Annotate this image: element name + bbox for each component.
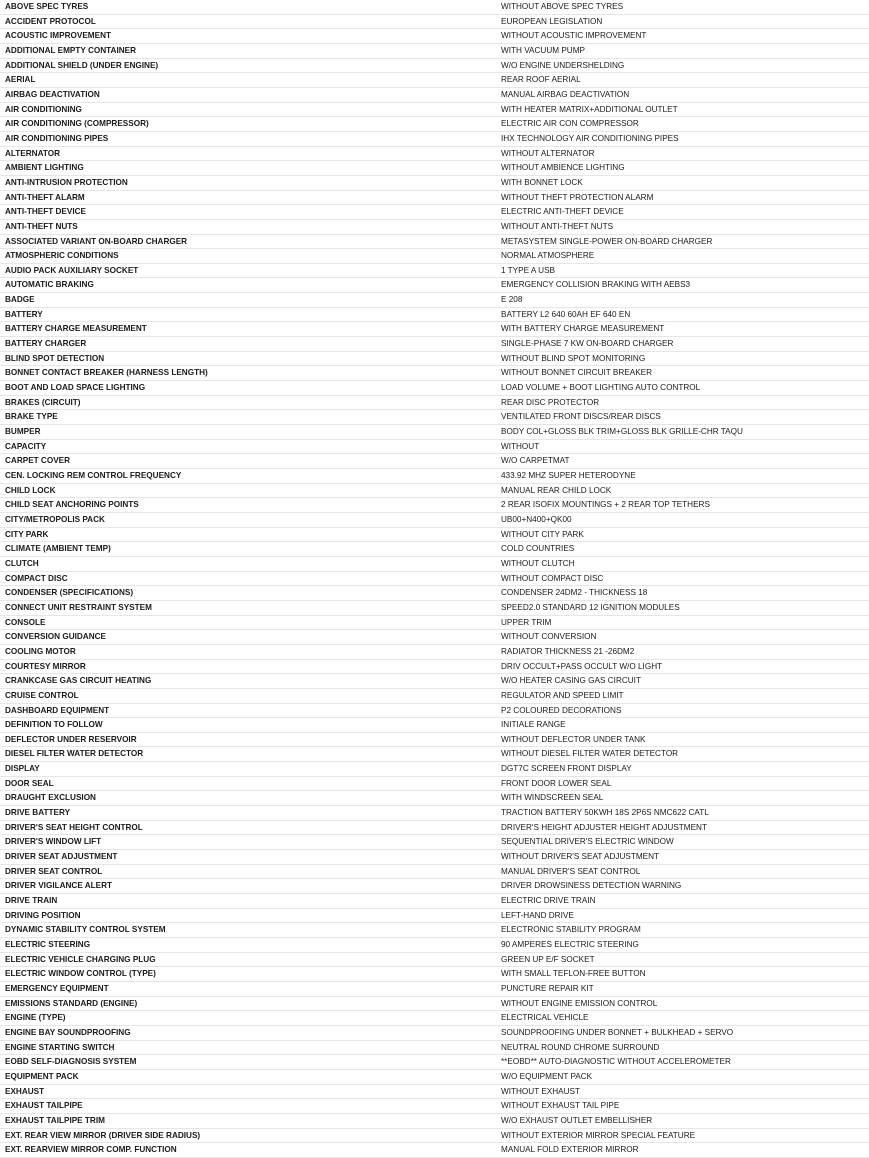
spec-value: LOAD VOLUME + BOOT LIGHTING AUTO CONTROL [497, 381, 869, 396]
table-row [0, 835, 869, 850]
spec-value: WITHOUT ACOUSTIC IMPROVEMENT [497, 29, 869, 44]
table-row [0, 425, 869, 440]
table-row [0, 1099, 869, 1114]
table-row [0, 249, 869, 264]
spec-value: GREEN UP E/F SOCKET [497, 952, 869, 967]
table-row [0, 366, 869, 381]
table-row [0, 630, 869, 645]
spec-value: W/O HEATER CASING GAS CIRCUIT [497, 674, 869, 689]
table-row [0, 483, 869, 498]
table-row [0, 1055, 869, 1070]
spec-value: WITH SMALL TEFLON-FREE BUTTON [497, 967, 869, 982]
table-row [0, 512, 869, 527]
spec-label: BATTERY CHARGE MEASUREMENT [0, 322, 497, 337]
table-row [0, 161, 869, 176]
table-row [0, 952, 869, 967]
table-row [0, 43, 869, 58]
table-row [0, 1011, 869, 1026]
spec-label: DRAUGHT EXCLUSION [0, 791, 497, 806]
table-row [0, 263, 869, 278]
spec-label: CONNECT UNIT RESTRAINT SYSTEM [0, 600, 497, 615]
spec-value: SINGLE-PHASE 7 KW ON-BOARD CHARGER [497, 337, 869, 352]
table-row [0, 981, 869, 996]
spec-value: BODY COL+GLOSS BLK TRIM+GLOSS BLK GRILLE-CHR TAQU [497, 425, 869, 440]
spec-value: MANUAL REAR CHILD LOCK [497, 483, 869, 498]
spec-label: CITY/METROPOLIS PACK [0, 512, 497, 527]
spec-label: CLUTCH [0, 556, 497, 571]
spec-value: COLD COUNTRIES [497, 542, 869, 557]
table-row [0, 205, 869, 220]
spec-label: BRAKES (CIRCUIT) [0, 395, 497, 410]
spec-value: UPPER TRIM [497, 615, 869, 630]
table-row [0, 791, 869, 806]
spec-value: WITHOUT ENGINE EMISSION CONTROL [497, 996, 869, 1011]
spec-value: WITHOUT ANTI-THEFT NUTS [497, 219, 869, 234]
table-row [0, 864, 869, 879]
spec-label: AIRBAG DEACTIVATION [0, 87, 497, 102]
spec-value: ELECTRICAL VEHICLE [497, 1011, 869, 1026]
spec-value: BATTERY L2 640 60AH EF 640 EN [497, 307, 869, 322]
table-row [0, 454, 869, 469]
spec-label: ACCIDENT PROTOCOL [0, 14, 497, 29]
table-row [0, 1025, 869, 1040]
table-row [0, 747, 869, 762]
spec-label: AUTOMATIC BRAKING [0, 278, 497, 293]
table-row [0, 0, 869, 14]
spec-value: TRACTION BATTERY 50KWH 18S 2P6S NMC622 CATL [497, 806, 869, 821]
table-row [0, 776, 869, 791]
spec-value: DRIVER'S HEIGHT ADJUSTER HEIGHT ADJUSTMENT [497, 820, 869, 835]
table-row [0, 850, 869, 865]
table-row [0, 14, 869, 29]
spec-label: DRIVE TRAIN [0, 894, 497, 909]
table-row [0, 806, 869, 821]
spec-value: WITHOUT EXHAUST [497, 1084, 869, 1099]
spec-label: CRANKCASE GAS CIRCUIT HEATING [0, 674, 497, 689]
table-row [0, 732, 869, 747]
spec-value: W/O CARPETMAT [497, 454, 869, 469]
spec-label: ENGINE BAY SOUNDPROOFING [0, 1025, 497, 1040]
spec-value: WITH WINDSCREEN SEAL [497, 791, 869, 806]
spec-label: EMISSIONS STANDARD (ENGINE) [0, 996, 497, 1011]
spec-label: COOLING MOTOR [0, 644, 497, 659]
table-row [0, 469, 869, 484]
spec-value: INITIALE RANGE [497, 718, 869, 733]
table-row [0, 131, 869, 146]
spec-value: SEQUENTIAL DRIVER'S ELECTRIC WINDOW [497, 835, 869, 850]
spec-value: REAR DISC PROTECTOR [497, 395, 869, 410]
spec-label: COURTESY MIRROR [0, 659, 497, 674]
spec-value: WITH BATTERY CHARGE MEASUREMENT [497, 322, 869, 337]
spec-label: EXHAUST TAILPIPE [0, 1099, 497, 1114]
spec-label: BOOT AND LOAD SPACE LIGHTING [0, 381, 497, 396]
spec-value: CONDENSER 24DM2 - THICKNESS 18 [497, 586, 869, 601]
spec-label: ANTI-INTRUSION PROTECTION [0, 175, 497, 190]
table-row [0, 718, 869, 733]
spec-value: MANUAL FOLD EXTERIOR MIRROR [497, 1143, 869, 1158]
table-row [0, 117, 869, 132]
spec-value: ELECTRIC AIR CON COMPRESSOR [497, 117, 869, 132]
spec-label: EMERGENCY EQUIPMENT [0, 981, 497, 996]
table-row [0, 439, 869, 454]
spec-value: WITHOUT EXTERIOR MIRROR SPECIAL FEATURE [497, 1128, 869, 1143]
spec-value: SOUNDPROOFING UNDER BONNET + BULKHEAD + SERVO [497, 1025, 869, 1040]
table-row [0, 923, 869, 938]
table-row [0, 556, 869, 571]
table-row [0, 659, 869, 674]
spec-label: ELECTRIC STEERING [0, 938, 497, 953]
table-row [0, 146, 869, 161]
spec-value: E 208 [497, 293, 869, 308]
spec-label: DOOR SEAL [0, 776, 497, 791]
spec-value: WITHOUT CLUTCH [497, 556, 869, 571]
table-row [0, 586, 869, 601]
spec-label: DEFINITION TO FOLLOW [0, 718, 497, 733]
table-row [0, 1084, 869, 1099]
table-row [0, 1113, 869, 1128]
table-row [0, 381, 869, 396]
table-row [0, 996, 869, 1011]
spec-value: METASYSTEM SINGLE-POWER ON-BOARD CHARGER [497, 234, 869, 249]
spec-label: DEFLECTOR UNDER RESERVOIR [0, 732, 497, 747]
table-row [0, 58, 869, 73]
spec-label: ATMOSPHERIC CONDITIONS [0, 249, 497, 264]
spec-label: EXT. REARVIEW MIRROR COMP. FUNCTION [0, 1143, 497, 1158]
spec-value: DGT7C SCREEN FRONT DISPLAY [497, 762, 869, 777]
spec-label: ENGINE STARTING SWITCH [0, 1040, 497, 1055]
spec-label: BONNET CONTACT BREAKER (HARNESS LENGTH) [0, 366, 497, 381]
spec-label: CARPET COVER [0, 454, 497, 469]
spec-value: WITH BONNET LOCK [497, 175, 869, 190]
spec-label: AUDIO PACK AUXILIARY SOCKET [0, 263, 497, 278]
spec-value: W/O EQUIPMENT PACK [497, 1069, 869, 1084]
spec-label: ACOUSTIC IMPROVEMENT [0, 29, 497, 44]
spec-label: CEN. LOCKING REM CONTROL FREQUENCY [0, 469, 497, 484]
table-row [0, 410, 869, 425]
table-row [0, 967, 869, 982]
table-row [0, 1143, 869, 1158]
table-row [0, 762, 869, 777]
table-row [0, 527, 869, 542]
spec-value: ELECTRIC ANTI-THEFT DEVICE [497, 205, 869, 220]
spec-value: W/O EXHAUST OUTLET EMBELLISHER [497, 1113, 869, 1128]
spec-label: AIR CONDITIONING PIPES [0, 131, 497, 146]
spec-label: ABOVE SPEC TYRES [0, 0, 497, 14]
spec-label: EQUIPMENT PACK [0, 1069, 497, 1084]
spec-label: DIESEL FILTER WATER DETECTOR [0, 747, 497, 762]
spec-value: **EOBD** AUTO-DIAGNOSTIC WITHOUT ACCELEROMETER [497, 1055, 869, 1070]
table-row [0, 322, 869, 337]
spec-label: CONDENSER (SPECIFICATIONS) [0, 586, 497, 601]
table-row [0, 938, 869, 953]
spec-value: WITH HEATER MATRIX+ADDITIONAL OUTLET [497, 102, 869, 117]
spec-value: RADIATOR THICKNESS 21 -26DM2 [497, 644, 869, 659]
spec-label: DYNAMIC STABILITY CONTROL SYSTEM [0, 923, 497, 938]
spec-label: ADDITIONAL SHIELD (UNDER ENGINE) [0, 58, 497, 73]
spec-label: DRIVER'S SEAT HEIGHT CONTROL [0, 820, 497, 835]
table-row [0, 644, 869, 659]
spec-label: CONSOLE [0, 615, 497, 630]
spec-label: BRAKE TYPE [0, 410, 497, 425]
spec-label: EXT. REAR VIEW MIRROR (DRIVER SIDE RADIUS) [0, 1128, 497, 1143]
spec-value: WITHOUT EXHAUST TAIL PIPE [497, 1099, 869, 1114]
spec-value: WITHOUT THEFT PROTECTION ALARM [497, 190, 869, 205]
table-row [0, 234, 869, 249]
spec-value: WITHOUT DRIVER'S SEAT ADJUSTMENT [497, 850, 869, 865]
table-row [0, 73, 869, 88]
spec-value: WITHOUT CONVERSION [497, 630, 869, 645]
table-row [0, 820, 869, 835]
spec-value: NORMAL ATMOSPHERE [497, 249, 869, 264]
spec-value: WITHOUT DEFLECTOR UNDER TANK [497, 732, 869, 747]
spec-label: CHILD LOCK [0, 483, 497, 498]
table-row [0, 102, 869, 117]
spec-value: DRIV OCCULT+PASS OCCULT W/O LIGHT [497, 659, 869, 674]
spec-value: W/O ENGINE UNDERSHELDING [497, 58, 869, 73]
table-row [0, 571, 869, 586]
spec-label: BADGE [0, 293, 497, 308]
spec-value: MANUAL DRIVER'S SEAT CONTROL [497, 864, 869, 879]
spec-label: AERIAL [0, 73, 497, 88]
spec-label: EOBD SELF-DIAGNOSIS SYSTEM [0, 1055, 497, 1070]
table-row [0, 498, 869, 513]
spec-label: CONVERSION GUIDANCE [0, 630, 497, 645]
spec-label: BUMPER [0, 425, 497, 440]
table-row [0, 278, 869, 293]
spec-label: DRIVER SEAT CONTROL [0, 864, 497, 879]
spec-value: LEFT-HAND DRIVE [497, 908, 869, 923]
spec-value: WITHOUT COMPACT DISC [497, 571, 869, 586]
spec-label: ADDITIONAL EMPTY CONTAINER [0, 43, 497, 58]
spec-label: ANTI-THEFT ALARM [0, 190, 497, 205]
spec-value: MANUAL AIRBAG DEACTIVATION [497, 87, 869, 102]
spec-value: WITHOUT BLIND SPOT MONITORING [497, 351, 869, 366]
spec-value: WITH VACUUM PUMP [497, 43, 869, 58]
table-row [0, 894, 869, 909]
table-row [0, 29, 869, 44]
table-row [0, 351, 869, 366]
table-row [0, 293, 869, 308]
spec-label: EXHAUST TAILPIPE TRIM [0, 1113, 497, 1128]
spec-label: ELECTRIC WINDOW CONTROL (TYPE) [0, 967, 497, 982]
spec-value: WITHOUT AMBIENCE LIGHTING [497, 161, 869, 176]
spec-label: AIR CONDITIONING [0, 102, 497, 117]
spec-label: COMPACT DISC [0, 571, 497, 586]
spec-label: AIR CONDITIONING (COMPRESSOR) [0, 117, 497, 132]
spec-value: 2 REAR ISOFIX MOUNTINGS + 2 REAR TOP TETHERS [497, 498, 869, 513]
spec-label: EXHAUST [0, 1084, 497, 1099]
spec-value: REAR ROOF AERIAL [497, 73, 869, 88]
spec-value: WITHOUT ALTERNATOR [497, 146, 869, 161]
spec-label: DRIVING POSITION [0, 908, 497, 923]
spec-value: EMERGENCY COLLISION BRAKING WITH AEBS3 [497, 278, 869, 293]
table-row [0, 219, 869, 234]
spec-value: WITHOUT ABOVE SPEC TYRES [497, 0, 869, 14]
table-row [0, 175, 869, 190]
table-row [0, 1128, 869, 1143]
spec-label: CITY PARK [0, 527, 497, 542]
spec-label: CHILD SEAT ANCHORING POINTS [0, 498, 497, 513]
table-row [0, 87, 869, 102]
table-row [0, 674, 869, 689]
spec-label: DRIVER VIGILANCE ALERT [0, 879, 497, 894]
spec-value: WITHOUT [497, 439, 869, 454]
spec-value: 1 TYPE A USB [497, 263, 869, 278]
spec-label: CLIMATE (AMBIENT TEMP) [0, 542, 497, 557]
spec-label: ANTI-THEFT DEVICE [0, 205, 497, 220]
spec-label: BATTERY [0, 307, 497, 322]
spec-value: NEUTRAL ROUND CHROME SURROUND [497, 1040, 869, 1055]
table-row [0, 190, 869, 205]
spec-label: ELECTRIC VEHICLE CHARGING PLUG [0, 952, 497, 967]
table-row [0, 688, 869, 703]
table-row [0, 337, 869, 352]
table-row [0, 1040, 869, 1055]
spec-label: CAPACITY [0, 439, 497, 454]
spec-value: ELECTRIC DRIVE TRAIN [497, 894, 869, 909]
table-row [0, 395, 869, 410]
spec-label: CRUISE CONTROL [0, 688, 497, 703]
spec-label: ASSOCIATED VARIANT ON-BOARD CHARGER [0, 234, 497, 249]
spec-value: WITHOUT CITY PARK [497, 527, 869, 542]
spec-label: DRIVE BATTERY [0, 806, 497, 821]
table-row [0, 307, 869, 322]
spec-value: FRONT DOOR LOWER SEAL [497, 776, 869, 791]
table-row [0, 703, 869, 718]
spec-value: ELECTRONIC STABILITY PROGRAM [497, 923, 869, 938]
table-row [0, 908, 869, 923]
spec-value: 433.92 MHZ SUPER HETERODYNE [497, 469, 869, 484]
spec-value: PUNCTURE REPAIR KIT [497, 981, 869, 996]
table-row [0, 879, 869, 894]
spec-value: DRIVER DROWSINESS DETECTION WARNING [497, 879, 869, 894]
spec-label: DRIVER'S WINDOW LIFT [0, 835, 497, 850]
spec-value: UB00+N400+QK00 [497, 512, 869, 527]
spec-value: WITHOUT BONNET CIRCUIT BREAKER [497, 366, 869, 381]
spec-label: AMBIENT LIGHTING [0, 161, 497, 176]
table-row [0, 615, 869, 630]
spec-label: DISPLAY [0, 762, 497, 777]
spec-value: SPEED2.0 STANDARD 12 IGNITION MODULES [497, 600, 869, 615]
spec-value: P2 COLOURED DECORATIONS [497, 703, 869, 718]
spec-label: DRIVER SEAT ADJUSTMENT [0, 850, 497, 865]
spec-value: EUROPEAN LEGISLATION [497, 14, 869, 29]
spec-label: ENGINE (TYPE) [0, 1011, 497, 1026]
spec-label: DASHBOARD EQUIPMENT [0, 703, 497, 718]
spec-value: IHX TECHNOLOGY AIR CONDITIONING PIPES [497, 131, 869, 146]
spec-label: ANTI-THEFT NUTS [0, 219, 497, 234]
spec-value: VENTILATED FRONT DISCS/REAR DISCS [497, 410, 869, 425]
spec-label: BATTERY CHARGER [0, 337, 497, 352]
spec-label: BLIND SPOT DETECTION [0, 351, 497, 366]
spec-value: WITHOUT DIESEL FILTER WATER DETECTOR [497, 747, 869, 762]
spec-label: ALTERNATOR [0, 146, 497, 161]
table-row [0, 542, 869, 557]
table-row [0, 1069, 869, 1084]
table-row [0, 600, 869, 615]
spec-value: REGULATOR AND SPEED LIMIT [497, 688, 869, 703]
spec-value: 90 AMPERES ELECTRIC STEERING [497, 938, 869, 953]
